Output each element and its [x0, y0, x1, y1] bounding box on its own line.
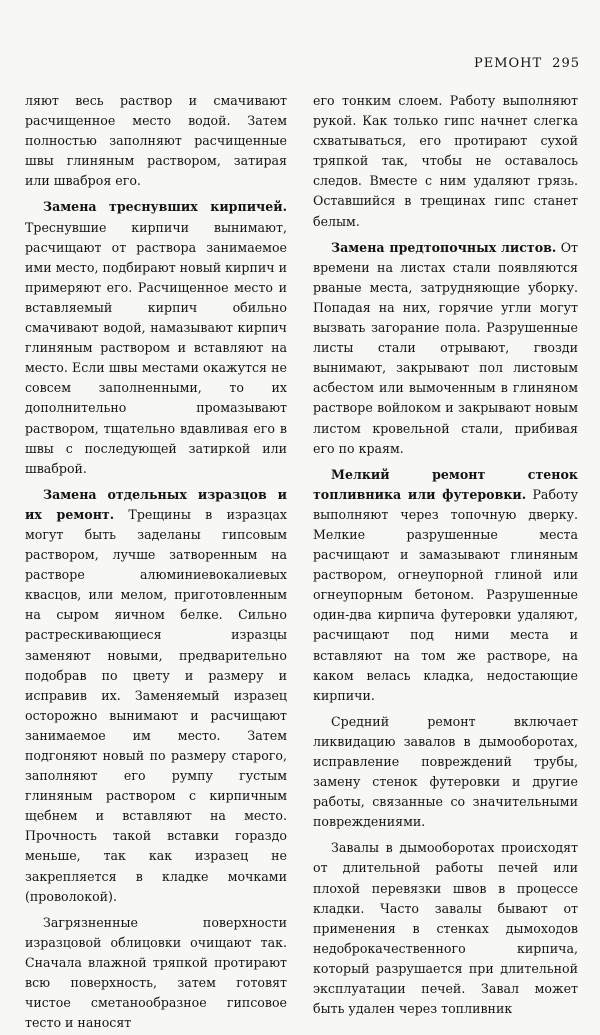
- section-title: РЕМОНТ: [473, 56, 543, 71]
- paragraph-brick-replacement: [25, 197, 287, 478]
- paragraph-blockages: Завалы в дымооборотах происходят от длительной работы печей или плохой перевязки швов в процессе кладки. Часто завалы бывают от применения в стенках дымоходов недоброкачественного кирпича, который разрушается при длительной эксплуатации печей. Завал может быть удален через топливник: [313, 840, 578, 1017]
- paragraph-medium-repair: Средний ремонт включает ликвидацию завалов в дымооборотах, исправление повреждений трубы, замену стенок футеровки и другие работы, связанные со значительными повреждениями.: [313, 713, 578, 830]
- paragraph-prefurnace-sheets: [313, 238, 578, 459]
- heading-brick-replacement: Замена треснувших кирпичей.: [43, 199, 287, 215]
- text-firebox-repair: Работу выполняют через топочную дверку. Мелкие разрушенные места расчищают и замазывают глиняным раствором, огнеупорной глиной или огнеупорным бетоном. Разрушенные один-два кирпича футеровки удаляют, расчищают под ними места и вставляют на том же растворе, на каком велась кладка, недостающие кирпичи.: [313, 486, 578, 703]
- text-tile-repair: Трещины в изразцах могут быть заделаны гипсовым раствором, лучше затворенным на растворе алюминиевокалиевых квасцов, или мелом, приготовленным на сыром яичном белке. Сильно растрескивающиеся изразцы заменяют новыми, предварительно подобрав по цвету и размеру и исправив их. Заменяемый изразец осторожно вынимают и расчищают занимаемое им место. Затем подгоняют новый по размеру старого, заполняют его румпу густым глиняным раствором с кирпичным щебнем и вставляют на место. Прочность такой вставки гораздо меньше, так как изразец не закрепляется в кладке мочками (проволокой).: [25, 506, 287, 904]
- left-column: [25, 91, 287, 1035]
- paragraph-tile-repair: [25, 485, 287, 907]
- heading-prefurnace-sheets: Замена предтопочных листов.: [331, 239, 557, 255]
- paragraph-firebox-repair: [313, 465, 578, 706]
- heading-tile-repair: Замена отдельных изразцов и их ремонт.: [25, 486, 287, 522]
- running-header: [474, 56, 580, 71]
- heading-firebox-repair: Мелкий ремонт стенок топливника или футеровки.: [313, 466, 578, 502]
- right-column: [313, 91, 578, 1021]
- text-prefurnace-sheets: От времени на листах стали появляются рваные места, затрудняющие уборку. Попадая на них, горячие угли могут вызвать загорание пола. Разрушенные листы стали отрывают, гвозди вынимают, закрывают пол листовым асбестом или вымоченным в глиняном растворе войлоком и закрывают новым листом кровельной стали, прибивая его по краям.: [313, 239, 578, 456]
- page-number: 295: [552, 56, 580, 71]
- text-brick-replacement: Треснувшие кирпичи вынимают, расчищают от раствора занимаемое ими место, подбирают новый кирпич и примеряют его. Расчищенное место и вставляемый кирпич обильно смачивают водой, намазывают кирпич глиняным раствором и вставляют на место. Если швы местами окажутся не совсем заполненными, то их дополнительно промазывают раствором, тщательно вдавливая его в швы с последующей затиркой или шваброй.: [25, 219, 287, 476]
- paragraph-tile-cleaning: Загрязненные поверхности изразцовой облицовки очищают так. Сначала влажной тряпкой протирают всю поверхность, затем готовят чистое сметанообразное гипсовое тесто и наносят: [25, 914, 287, 1031]
- paragraph-continuation-right: его тонким слоем. Работу выполняют рукой. Как только гипс начнет слегка схватываться, его протирают сухой тряпкой так, чтобы не оставалось следов. Вместе с ним удаляют грязь. Оставшийся в трещинах гипс станет белым.: [313, 93, 578, 229]
- paragraph-continuation: ляют весь раствор и смачивают расчищенное место водой. Затем полностью заполняют расчищенные швы глиняным раствором, затирая или шваброя его.: [25, 93, 287, 189]
